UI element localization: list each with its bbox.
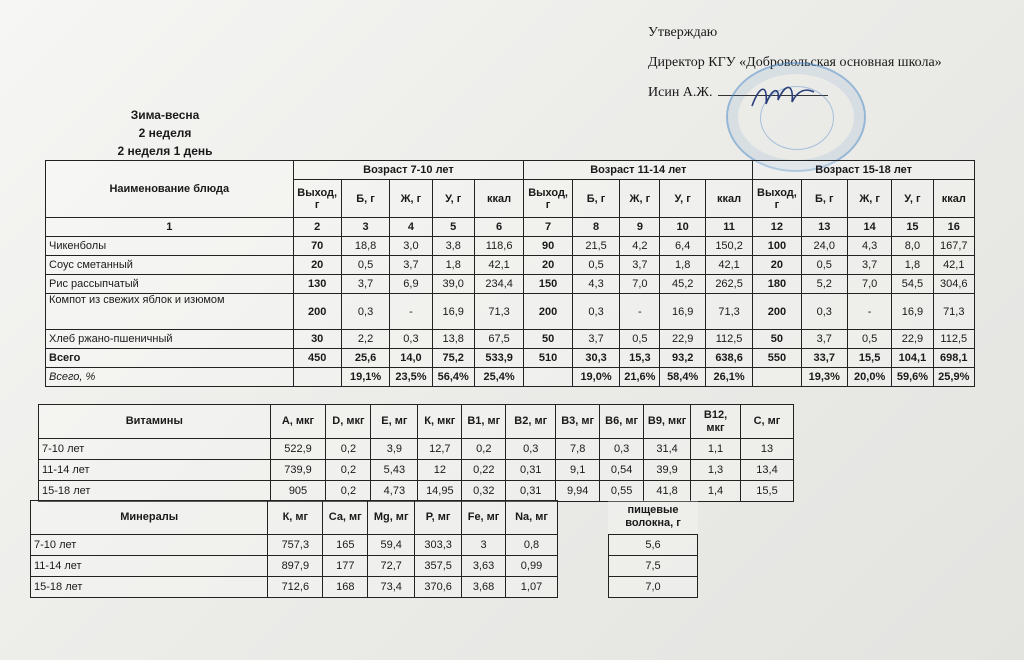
carb-header: У, г [660, 180, 705, 218]
dish-name: Компот из свежих яблок и изюмом [46, 294, 294, 330]
column-number: 9 [620, 218, 660, 237]
nutrition-cell: 0,3 [572, 294, 619, 330]
age-group-header: Возраст 7-10 лет [293, 161, 524, 180]
age-group-label: 11-14 лет [31, 556, 268, 577]
mineral-header: Mg, мг [368, 501, 415, 535]
approval-title: Утверждаю [648, 25, 718, 40]
nutrition-cell: 0,3 [390, 330, 432, 349]
nutrition-cell: 2,2 [341, 330, 389, 349]
yield-header: Выход, г [753, 180, 801, 218]
nutrition-cell: - [847, 294, 891, 330]
nutrition-cell: 7,0 [620, 275, 660, 294]
nutrition-cell [524, 368, 572, 387]
vitamin-value: 739,9 [270, 460, 326, 481]
vitamin-value: 0,3 [506, 439, 556, 460]
nutrition-cell: 3,7 [390, 256, 432, 275]
nutrition-cell: 24,0 [801, 237, 847, 256]
nutrition-cell: 118,6 [474, 237, 524, 256]
vitamin-value: 0,2 [326, 460, 371, 481]
vitamin-value: 9,94 [556, 481, 600, 502]
dish-name: Чикенболы [46, 237, 294, 256]
vitamin-row [39, 439, 794, 460]
nutrition-cell: 15,3 [620, 349, 660, 368]
nutrition-cell: 180 [753, 275, 801, 294]
nutrition-cell: - [620, 294, 660, 330]
age-group-label: 11-14 лет [39, 460, 271, 481]
menu-row [46, 294, 975, 330]
nutrition-cell: 533,9 [474, 349, 524, 368]
dish-name: Соус сметанный [46, 256, 294, 275]
nutrition-cell: 3,8 [432, 237, 474, 256]
nutrition-cell: 19,1% [341, 368, 389, 387]
nutrition-cell: 0,5 [572, 256, 619, 275]
vitamin-header: В6, мг [600, 405, 644, 439]
nutrition-cell: 33,7 [801, 349, 847, 368]
vitamin-header: К, мкг [418, 405, 462, 439]
nutrition-cell: 90 [524, 237, 572, 256]
fat-header: Ж, г [390, 180, 432, 218]
yield-header: Выход, г [293, 180, 341, 218]
dish-name: Всего, % [46, 368, 294, 387]
nutrition-cell: 71,3 [933, 294, 974, 330]
mineral-header: Минералы [31, 501, 268, 535]
nutrition-cell: 42,1 [705, 256, 752, 275]
vitamin-header: В3, мг [556, 405, 600, 439]
nutrition-cell: 22,9 [892, 330, 933, 349]
nutrition-cell: 75,2 [432, 349, 474, 368]
director-signature [748, 78, 818, 114]
age-group-label: 15-18 лет [39, 481, 271, 502]
nutrition-cell: 698,1 [933, 349, 974, 368]
vitamin-row [39, 460, 794, 481]
nutrition-cell: 4,2 [620, 237, 660, 256]
nutrition-cell: 150 [524, 275, 572, 294]
nutrition-cell: 25,4% [474, 368, 524, 387]
nutrition-cell: 130 [293, 275, 341, 294]
week-heading: 2 неделя [138, 126, 192, 140]
menu-row [46, 275, 975, 294]
column-number: 10 [660, 218, 705, 237]
mineral-header: К, мг [268, 501, 323, 535]
carb-header: У, г [432, 180, 474, 218]
vitamin-value: 1,3 [691, 460, 741, 481]
dish-name: Всего [46, 349, 294, 368]
nutrition-cell: 6,4 [660, 237, 705, 256]
vitamin-value: 522,9 [270, 439, 326, 460]
nutrition-cell: 45,2 [660, 275, 705, 294]
vitamin-value: 0,2 [326, 439, 371, 460]
vitamin-value: 12 [418, 460, 462, 481]
nutrition-cell: 20 [524, 256, 572, 275]
mineral-value: 757,3 [268, 535, 323, 556]
mineral-row [31, 535, 558, 556]
nutrition-cell: 20 [293, 256, 341, 275]
mineral-header: Na, мг [506, 501, 558, 535]
vitamin-value: 905 [270, 481, 326, 502]
nutrition-cell: 112,5 [705, 330, 752, 349]
vitamins-table [38, 404, 794, 502]
mineral-value: 0,8 [506, 535, 558, 556]
nutrition-cell: 262,5 [705, 275, 752, 294]
vitamin-header: Витамины [39, 405, 271, 439]
nutrition-cell: 71,3 [474, 294, 524, 330]
nutrition-cell: 50 [753, 330, 801, 349]
nutrition-cell: 93,2 [660, 349, 705, 368]
nutrition-cell: 0,5 [801, 256, 847, 275]
nutrition-cell: 1,8 [660, 256, 705, 275]
nutrition-cell: 22,9 [660, 330, 705, 349]
nutrition-cell: 16,9 [660, 294, 705, 330]
fiber-value: 5,6 [609, 534, 698, 555]
vitamin-value: 0,32 [462, 481, 506, 502]
nutrition-cell: 19,3% [801, 368, 847, 387]
age-group-label: 7-10 лет [39, 439, 271, 460]
nutrition-cell: 112,5 [933, 330, 974, 349]
nutrition-cell: 3,7 [847, 256, 891, 275]
kcal-header: ккал [474, 180, 524, 218]
mineral-value: 3,68 [462, 577, 506, 598]
mineral-header: Fe, мг [462, 501, 506, 535]
age-group-header: Возраст 11-14 лет [524, 161, 753, 180]
vitamin-value: 0,2 [462, 439, 506, 460]
nutrition-cell: 25,9% [933, 368, 974, 387]
nutrition-cell: 39,0 [432, 275, 474, 294]
menu-row [46, 349, 975, 368]
nutrition-cell: 638,6 [705, 349, 752, 368]
nutrition-cell: 7,0 [847, 275, 891, 294]
fiber-value: 7,0 [609, 576, 698, 597]
column-number: 4 [390, 218, 432, 237]
dish-name: Хлеб ржано-пшеничный [46, 330, 294, 349]
nutrition-cell: 67,5 [474, 330, 524, 349]
vitamin-value: 0,31 [506, 460, 556, 481]
vitamin-header: В12, мкг [691, 405, 741, 439]
vitamin-value: 0,2 [326, 481, 371, 502]
vitamin-value: 12,7 [418, 439, 462, 460]
nutrition-cell: 14,0 [390, 349, 432, 368]
nutrition-cell: 54,5 [892, 275, 933, 294]
nutrition-cell: 15,5 [847, 349, 891, 368]
vitamin-header: D, мкг [326, 405, 371, 439]
mineral-value: 3 [462, 535, 506, 556]
nutrition-cell: 4,3 [847, 237, 891, 256]
vitamin-value: 0,22 [462, 460, 506, 481]
vitamin-value: 1,1 [691, 439, 741, 460]
mineral-header: Са, мг [323, 501, 368, 535]
nutrition-cell: 56,4% [432, 368, 474, 387]
nutrition-cell: 50 [524, 330, 572, 349]
vitamin-value: 0,31 [506, 481, 556, 502]
column-number: 7 [524, 218, 572, 237]
nutrition-cell: 200 [293, 294, 341, 330]
menu-rows [46, 237, 975, 387]
mineral-value: 72,7 [368, 556, 415, 577]
column-number-row [46, 218, 975, 237]
vitamin-value: 0,55 [600, 481, 644, 502]
nutrition-cell: 18,8 [341, 237, 389, 256]
nutrition-cell: 200 [524, 294, 572, 330]
column-number: 12 [753, 218, 801, 237]
kcal-header: ккал [705, 180, 752, 218]
column-number: 15 [892, 218, 933, 237]
nutrition-cell: 304,6 [933, 275, 974, 294]
nutrition-cell: 104,1 [892, 349, 933, 368]
nutrition-cell: 510 [524, 349, 572, 368]
nutrition-cell: 21,6% [620, 368, 660, 387]
nutrition-cell: 200 [753, 294, 801, 330]
nutrition-cell: 42,1 [474, 256, 524, 275]
nutrition-cell: 450 [293, 349, 341, 368]
column-number: 5 [432, 218, 474, 237]
vitamin-value: 3,9 [371, 439, 418, 460]
fat-header: Ж, г [847, 180, 891, 218]
vitamin-header: Е, мг [371, 405, 418, 439]
nutrition-cell: 3,7 [620, 256, 660, 275]
vitamin-value: 41,8 [644, 481, 691, 502]
nutrition-cell: 58,4% [660, 368, 705, 387]
column-number: 14 [847, 218, 891, 237]
vitamin-value: 31,4 [644, 439, 691, 460]
nutrition-cell: 6,9 [390, 275, 432, 294]
nutrition-cell: 19,0% [572, 368, 619, 387]
fat-header: Ж, г [620, 180, 660, 218]
column-number: 8 [572, 218, 619, 237]
vitamin-value: 5,43 [371, 460, 418, 481]
vitamin-value: 15,5 [740, 481, 793, 502]
dish-name: Рис рассыпчатый [46, 275, 294, 294]
nutrition-cell: 42,1 [933, 256, 974, 275]
age-group-header: Возраст 15-18 лет [753, 161, 975, 180]
menu-row [46, 330, 975, 349]
mineral-value: 1,07 [506, 577, 558, 598]
mineral-header: Р, мг [415, 501, 462, 535]
nutrition-cell: 0,3 [341, 294, 389, 330]
vitamin-value: 13 [740, 439, 793, 460]
nutrition-cell: 23,5% [390, 368, 432, 387]
nutrition-cell: 167,7 [933, 237, 974, 256]
vitamin-value: 0,3 [600, 439, 644, 460]
nutrition-cell: 30 [293, 330, 341, 349]
menu-row [46, 256, 975, 275]
minerals-header-row [31, 501, 558, 535]
menu-table [45, 160, 975, 387]
mineral-value: 73,4 [368, 577, 415, 598]
protein-header: Б, г [801, 180, 847, 218]
nutrition-cell: 30,3 [572, 349, 619, 368]
season-heading: Зима-весна [130, 108, 200, 122]
protein-header: Б, г [341, 180, 389, 218]
vitamin-header: А, мкг [270, 405, 326, 439]
vitamin-value: 0,54 [600, 460, 644, 481]
nutrition-cell: 16,9 [432, 294, 474, 330]
column-number: 3 [341, 218, 389, 237]
nutrition-cell: 26,1% [705, 368, 752, 387]
vitamin-header: В2, мг [506, 405, 556, 439]
day-heading: 2 неделя 1 день [117, 144, 213, 158]
nutrition-cell [753, 368, 801, 387]
fiber-header: пищевые волокна, г [625, 503, 681, 529]
nutrition-cell: 25,6 [341, 349, 389, 368]
nutrition-cell: 100 [753, 237, 801, 256]
nutrition-cell: 550 [753, 349, 801, 368]
vitamin-header: В1, мг [462, 405, 506, 439]
nutrition-cell: 5,2 [801, 275, 847, 294]
vitamin-value: 4,73 [371, 481, 418, 502]
vitamin-value: 14,95 [418, 481, 462, 502]
vitamin-value: 39,9 [644, 460, 691, 481]
column-number: 11 [705, 218, 752, 237]
nutrition-cell: 8,0 [892, 237, 933, 256]
column-number: 13 [801, 218, 847, 237]
fiber-table [608, 500, 698, 598]
vitamin-value: 7,8 [556, 439, 600, 460]
column-number: 6 [474, 218, 524, 237]
minerals-table [30, 500, 558, 598]
minerals-rows [31, 535, 558, 598]
vitamins-rows [39, 439, 794, 502]
nutrition-cell: 70 [293, 237, 341, 256]
signer-name: Исин А.Ж. [648, 85, 713, 100]
nutrition-cell: 3,7 [341, 275, 389, 294]
nutrition-cell: 3,7 [801, 330, 847, 349]
menu-row [46, 237, 975, 256]
mineral-value: 168 [323, 577, 368, 598]
vitamins-header-row [39, 405, 794, 439]
column-number: 16 [933, 218, 974, 237]
mineral-row [31, 556, 558, 577]
nutrition-cell: 16,9 [892, 294, 933, 330]
mineral-value: 712,6 [268, 577, 323, 598]
nutrition-cell [293, 368, 341, 387]
nutrition-cell: 71,3 [705, 294, 752, 330]
mineral-value: 177 [323, 556, 368, 577]
mineral-value: 165 [323, 535, 368, 556]
nutrition-cell: 0,5 [341, 256, 389, 275]
nutrition-cell: 150,2 [705, 237, 752, 256]
dish-name-header: Наименование блюда [46, 161, 294, 218]
mineral-value: 370,6 [415, 577, 462, 598]
age-group-label: 15-18 лет [31, 577, 268, 598]
nutrition-cell: 234,4 [474, 275, 524, 294]
nutrition-cell: 4,3 [572, 275, 619, 294]
nutrition-cell: 3,7 [572, 330, 619, 349]
column-number: 2 [293, 218, 341, 237]
nutrition-cell: 0,5 [847, 330, 891, 349]
kcal-header: ккал [933, 180, 974, 218]
vitamin-value: 9,1 [556, 460, 600, 481]
approval-director: Директор КГУ «Добровольская основная школа» [648, 55, 942, 70]
nutrition-cell: 0,5 [620, 330, 660, 349]
vitamin-row [39, 481, 794, 502]
carb-header: У, г [892, 180, 933, 218]
mineral-row [31, 577, 558, 598]
mineral-value: 303,3 [415, 535, 462, 556]
protein-header: Б, г [572, 180, 619, 218]
vitamin-value: 1,4 [691, 481, 741, 502]
age-group-label: 7-10 лет [31, 535, 268, 556]
vitamin-value: 13,4 [740, 460, 793, 481]
nutrition-cell: 59,6% [892, 368, 933, 387]
nutrition-cell: - [390, 294, 432, 330]
menu-row [46, 368, 975, 387]
mineral-value: 0,99 [506, 556, 558, 577]
nutrition-cell: 20 [753, 256, 801, 275]
vitamin-header: В9, мкг [644, 405, 691, 439]
mineral-value: 897,9 [268, 556, 323, 577]
nutrition-cell: 3,0 [390, 237, 432, 256]
nutrition-cell: 20,0% [847, 368, 891, 387]
nutrition-cell: 13,8 [432, 330, 474, 349]
mineral-value: 59,4 [368, 535, 415, 556]
nutrition-cell: 21,5 [572, 237, 619, 256]
nutrition-cell: 1,8 [432, 256, 474, 275]
mineral-value: 357,5 [415, 556, 462, 577]
nutrition-cell: 1,8 [892, 256, 933, 275]
column-number: 1 [46, 218, 294, 237]
mineral-value: 3,63 [462, 556, 506, 577]
yield-header: Выход, г [524, 180, 572, 218]
vitamin-header: С, мг [740, 405, 793, 439]
fiber-value: 7,5 [609, 555, 698, 576]
nutrition-cell: 0,3 [801, 294, 847, 330]
